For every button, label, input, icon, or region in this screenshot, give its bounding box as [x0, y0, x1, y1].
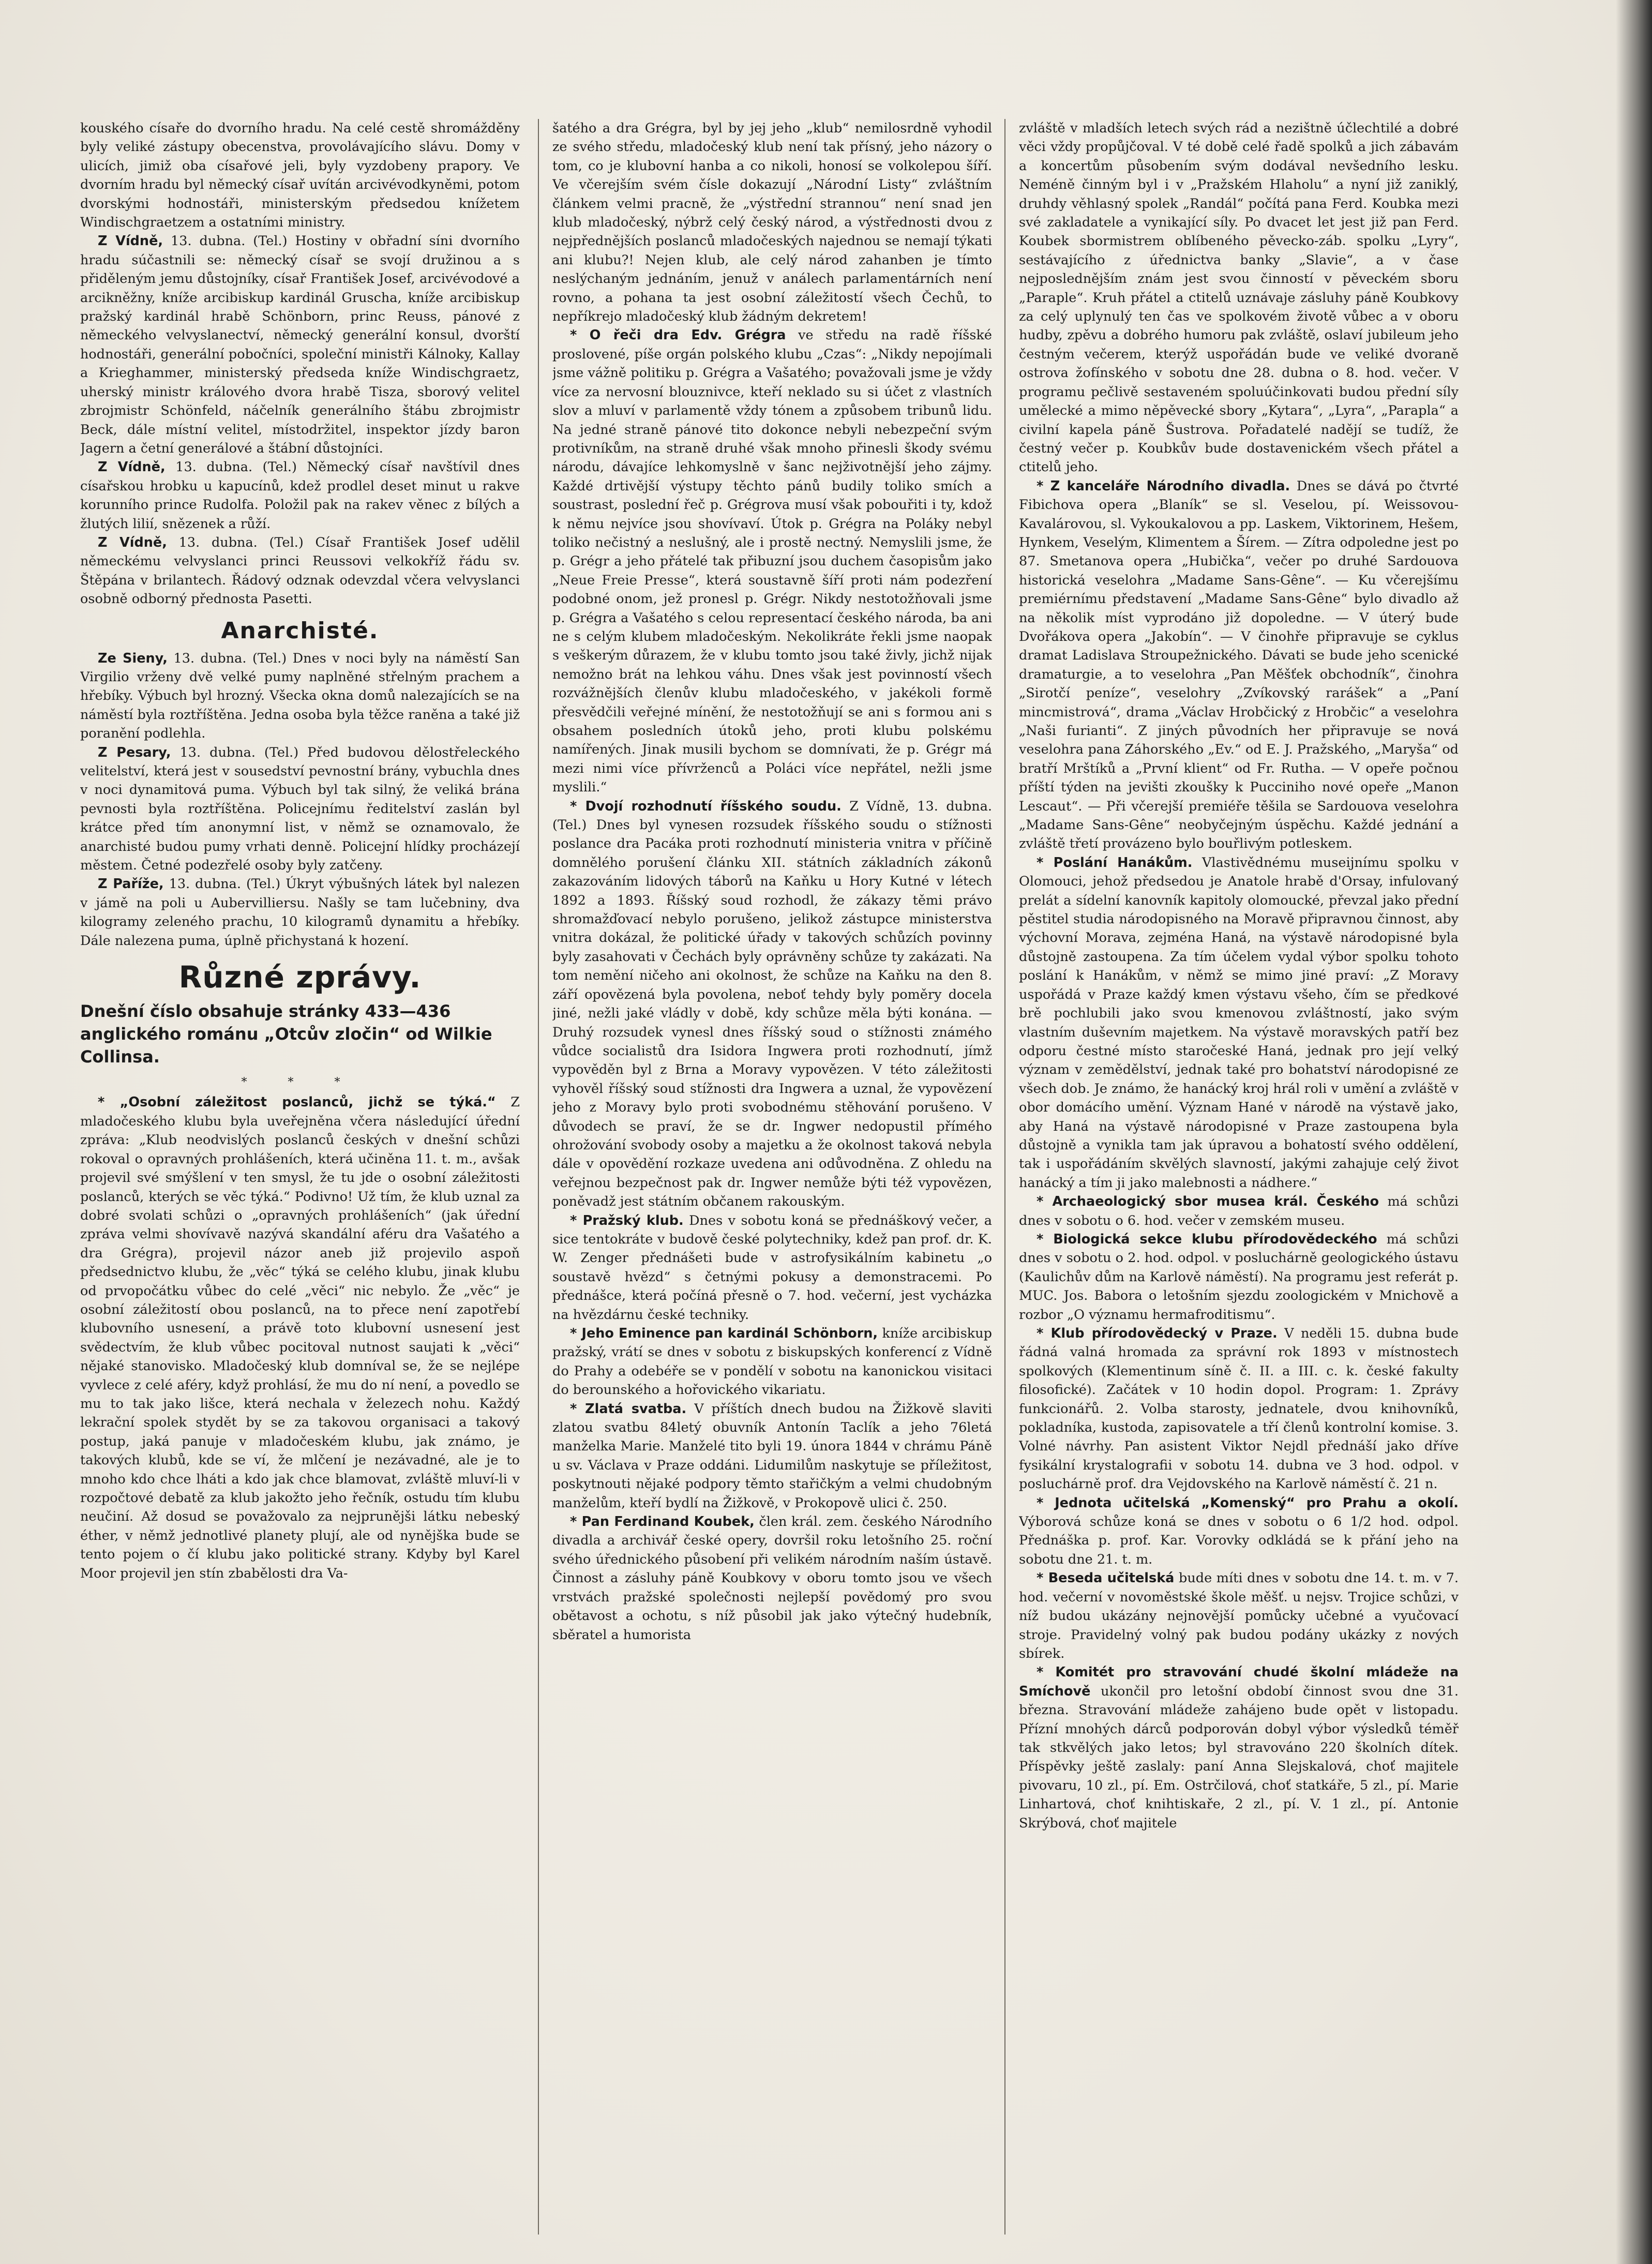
- article-paragraph: [552, 1512, 992, 1644]
- article-lead-title: * Zlatá svatba.: [570, 1401, 687, 1417]
- column-2: [552, 119, 992, 2229]
- article-lead-title: Ze Sieny,: [98, 650, 168, 666]
- article-paragraph: [1019, 1569, 1459, 1663]
- article-lead-title: Z Vídně,: [98, 233, 163, 249]
- article-lead-title: * Z kanceláře Národního divadla.: [1037, 478, 1290, 494]
- article-body: kníže arcibiskup pražský, vrátí se dnes v sobotu z biskupských konferencí z Vídně do Prahy a odebéře se v pondělí v sobotu na kanonickou visitaci do berounského a hořovického vikariatu.: [552, 1326, 992, 1398]
- article-body: V příštích dnech budou na Žižkově slaviti zlatou svatbu 84letý obuvník Antonín Taclík a jeho 76letá manželka Marie. Manželé tito byli 19. února 1844 v chrámu Páně u sv. Václava v Praze oddáni. Lidumilům naskytuje se příležitost, poskytnouti nějaké podpory těmto stařičkým a velmi chudobným manželům, kteří bydlí na Žižkově, v Prokopově ulici č. 250.: [552, 1401, 992, 1511]
- article-paragraph: [1019, 119, 1459, 477]
- section-divider-stars: * * *: [241, 1076, 359, 1089]
- column-rule: [1004, 119, 1005, 2235]
- article-paragraph: [552, 119, 992, 326]
- article-body: má schůzi dnes v sobotu o 2. hod. odpol. v posluchárně geologického ústavu (Kaulichův dům na Karlově náměstí). Na programu jest referát p. MUC. Jos. Babora o letošním sjezdu zoologickém v Mnichově a rozbor „O významu hermafroditismu“.: [1019, 1231, 1459, 1323]
- article-body: ve středu na radě říšské proslovené, píše orgán polského klubu „Czas“: „Nikdy nepojímali jsme vážně politiku p. Grégra a Vašatého; považovali jsme je vždy více za nervosní blouznivce, kteří neklado su si účet z vlastních slov a mluví v parlamentě vždy tónem a způsobem tribunů lidu. Na jedné straně pánové tito dokonce nebyli nebezpeční svým protivníkům, na straně druhé však mnoho přinesli škody svému národu, dávajíce lehkomyslně v šanc nejživotnější jeho zájmy. Každé drtivější výstupy těchto pánů budily toliko smích a soustrast, poslední řeč p. Grégrova musí však pobouřiti i ty, kdož k němu nejvíce jsou shovívaví. Útok p. Grégra na Poláky nebyl toliko nečistný a neslušný, ale i prostě nectný. Nemyslili jsme, že p. Grégr a jeho přátelé tak přibuzní jsou duchem časopisům jako „Neue Freie Presse“, která soustavně šíří proti nám podezření podobné onom, jež pronesl p. Grégr. Nikdy nestotožňovali jsme p. Grégra a Vašatého s celou representací českého národa, ba ani ne s celým klubem mladočeským. Nekolikráte řekli jsme naopak s veškerým důrazem, že v klubu tomto jsou také živly, jichž nijak nemožno brát na lehkou váhu. Dnes však jest povinností všech rozvážnějších členův klubu mladočeského, v jakékoli formě přesvědčili veřejné mínění, že nestotožňují se ani s formou ani s obsahem posledních útoků jeho, proti klubu polskému namířených. Jinak musili bychom se domnívati, že p. Grégr má mezi nimi více přívrženců a Poláci více nepřátel, nežli jsme myslili.“: [552, 327, 992, 796]
- article-paragraph: [1019, 1494, 1459, 1569]
- article-lead-title: * Jeho Eminence pan kardinál Schönborn,: [570, 1326, 878, 1341]
- article-paragraph: [552, 1211, 992, 1324]
- article-lead-title: * Archaeologický sbor musea král. Českého: [1037, 1194, 1379, 1210]
- article-paragraph: [80, 119, 520, 232]
- article-paragraph: [1019, 1663, 1459, 1833]
- article-body: Dnes se dává po čtvrté Fibichova opera „Blaník“ se sl. Veselou, pí. Weissovou-Kavalárovou, sl. Vykoukalovou a pp. Laskem, Viktorinem, Hešem, Hynkem, Veselým, Klimentem a Šírem. — Zítra odpoledne jest po 87. Smetanova opera „Hubička“, večer po druhé Sardouova historická veselohra „Madame Sans-Gêne“. — Ku včerejšímu premiérnímu představení „Madame Sans-Gêne“ bylo divadlo až na několik míst vyprodáno již dopoledne. — V úterý bude Dvořákova opera „Jakobín“. — V činohře připravuje se cyklus dramat Ladislava Stroupežnického. Dávati se bude jeho scenické dramaturgie, a to veselohra „Pan Měšťek obchodník“, činohra „Sirotčí peníze“, veselohry „Zvíkovský rarášek“ a „Paní mincmistrová“, drama „Václav Hrobčický z Hrobčic“ a veselohra „Naši furianti“. Z jiných původních her připravuje se nová veselohra pana Záhorského „Ev.“ od E. J. Pražského, „Maryša“ od bratří Mrštíků a „První klient“ od Fr. Rutha. — V opeře počnou příští týden na jevišti zkoušky k Pucciniho nové opeře „Manon Lescaut“. — Při včerejší premiéře těšila se Sardouova veselohra „Madame Sans-Gêne“ neobyčejným úspěchu. Každé jednání a zvláště třetí provázeno bylo bouřlivým potleskem.: [1019, 478, 1459, 852]
- article-lead-title: Z Vídně,: [98, 459, 166, 475]
- article-body: bude míti dnes v sobotu dne 14. t. m. v 7. hod. večerní v novoměstské škole měšť. u nejsv. Trojice schůzi, v níž budou ukázány nejnovější pomůcky učebné a vyučovací stroje. Pravidelný volný pak budou podány ukázky z nových sbírek.: [1019, 1570, 1459, 1661]
- article-lead-title: * Komitét pro stravování chudé školní mládeže na Smíchově: [1019, 1665, 1459, 1699]
- article-body: 13. dubna. (Tel.) Úkryt výbušných látek byl nalezen v jámě na poli u Aubervilliersu. Našly se tam lučebniny, dva kilogramy zeleného prachu, 10 kilogramů dynamitu a hřebíky. Dále nalezena puma, úplně přichystaná k hození.: [80, 876, 520, 949]
- article-body: 13. dubna. (Tel.) Před budovou dělostřeleckého velitelství, která jest v sousedství pevnostní brány, vybuchla dnes v noci dynamitová puma. Výbuch byl tak silný, že veliká brána pevnosti byla roztříštěna. Policejnímu ředitelství zaslán byl krátce před tím anonymní list, v němž se oznamovalo, že anarchisté budou pumy vrhati denně. Policejní hlídky procházejí městem. Četné podezřelé osoby byly zatčeny.: [80, 744, 520, 874]
- article-body: Výborová schůze koná se dnes v sobotu o 6 1/2 hod. odpol. Přednáška p. prof. Kar. Vorovky odkládá se k přání jeho na sobotu dne 21. t. m.: [1019, 1514, 1459, 1567]
- article-body: člen král. zem. českého Národního divadla a archivář české opery, dovršil roku letošního 25. roční svého úřednického působení při velikém národním naším ústavě. Činnost a zásluhy páně Koubkovy v oboru tomto jsou ve všech vrstvách pražské společnosti nejlepší povědomý pro svou obětavost a ochotu, s níž působil jak jako výtečný hudebník, sběratel a humorista: [552, 1514, 992, 1643]
- article-lead-title: * Pan Ferdinand Koubek,: [570, 1514, 755, 1530]
- section-heading: Různé zprávy.: [178, 959, 422, 995]
- column-rule: [538, 119, 539, 2235]
- article-paragraph: [80, 533, 520, 609]
- column-3: [1019, 119, 1459, 2229]
- article-paragraph: [80, 649, 520, 743]
- article-body: Z Vídně, 13. dubna. (Tel.) Dnes byl vynesen rozsudek říšského soudu o stížnosti poslance dra Pacáka proti rozhodnutí ministeria vnitra v příčině domnělého porušení článku XII. státních základních zákonů zakazováním lidových táborů na Kaňku u Hory Kutné v létech 1892 a 1893. Říšský soud rozhodl, že zákazy těmi právo shromažďovací nebylo porušeno, jelikož zástupce ministerstva vnitra dokázal, že politické úřady v takových schůzích povinny byly zasahovati v Čechách byly oprávněny schůze ty zakázati. Na tom nemění ničeho ani okolnost, že schůze na Kaňku na den 8. září opovězená byla povolena, neboť tehdy byly poměry docela jiné, nežli jaké vládly v době, kdy schůze měla býti konána. — Druhý rozsudek vynesl dnes říšský soud o stížnosti známého vůdce socialistů dra Isidora Ingwera proti rozhodnutí, jímž vypověděn byl z Brna a Moravy vypovězen. V této záležitosti vyhověl říšský soud stížnosti dra Ingwera a uznal, že vypovězení jeho z Moravy bylo proti svobodnému stěhování porušeno. V důvodech se praví, že se dr. Ingwer nedopustil přímého ohrožování svobody osoby a majetku a že okolnost taková nebyla dále v opovědění rozkaze uvedena ani odůvodněna. Z ohledu na veřejnou bezpečnost pak dr. Ingwer nemůže býti též vypovězen, poněvadž jest státním občanem rakouským.: [552, 798, 992, 1210]
- section-heading: Anarchisté.: [221, 617, 379, 644]
- article-lead-title: Z Paříže,: [98, 876, 164, 892]
- article-body: zvláště v mladších letech svých rád a nezištně účlechtilé a dobré věci vždy propůjčoval. V té době celé řadě spolků a jich zábavám a koncertům působením svým dodával nevšedního lesku. Neméně činným byl i v „Pražském Hlaholu“ a nyní již zaniklý, druhdy věhlasný spolek „Randál“ počítá pana Ferd. Koubka mezi své zakladatele a vynikající síly. Po dvacet let jest již pan Ferd. Koubek sbormistrem oblíbeného pěvecko-záb. spolku „Lyry“, sestávajícího z úřednictva banky „Slavie“, a v čase nejposlednějším znám jest svou činností v pěveckém sboru „Paraple“. Kruh přátel a ctitelů uznávaje zásluhy páně Koubkovy za celý uplynulý ten čas ve spolkovém životě vůbec a v oboru hudby, zpěvu a dobrého humoru pak zvláště, oslaví jubileum jeho čestným večerem, kterýž uspořádán bude ve veliké dvoraně ostrova žofínského v sobotu dne 28. dubna o 8. hod. večer. V programu pečlivě sestaveném spoluúčinkovati budou přední síly umělecké a mimo něpěvecké sbory „Kytara“, „Lyra“, „Parapla“ a civilní kapela páně Šustrova. Pořadatelé nadějí se tudíž, že čestný večer p. Koubkův bude dostavenickém všech přátel a ctitelů jeho.: [1019, 121, 1459, 475]
- article-lead-title: * Biologická sekce klubu přírodovědeckého: [1037, 1231, 1377, 1247]
- article-paragraph: [80, 458, 520, 533]
- article-body: 13. dubna. (Tel.) Císař František Josef udělil německému velvyslanci princi Reussovi velkokříž řádu sv. Štěpána v brilantech. Řádový odznak odevzdal včera velvyslanci osobně odborný přednosta Pasetti.: [80, 534, 520, 607]
- scan-edge-shadow: [1616, 0, 1652, 2264]
- article-lead-title: * Jednota učitelská „Komenský“ pro Prahu a okolí.: [1037, 1495, 1459, 1511]
- article-paragraph: [1019, 1192, 1459, 1230]
- article-lead-title: Z Pesary,: [98, 744, 171, 760]
- article-lead-title: * Dvojí rozhodnutí říšského soudu.: [570, 798, 842, 814]
- article-paragraph: [552, 797, 992, 1211]
- article-paragraph: [1019, 477, 1459, 853]
- article-body: Z mladočeského klubu byla uveřejněna včera následující úřední zpráva: „Klub neodvislých poslanců českých v dnešní schůzi rokoval o opravných prohlášeních, která učiněna 11. t. m., avšak projevil své smýšlení v ten smysl, že tu jde o osobní záležitosti poslanců, kterých se věc týká.“ Podivno! Už tím, že klub uznal za dobré svolati schůzi o „opravných prohlášeních“ (jak úřední zpráva velmi shovívavě nazývá skandální aféru dra Vašatého a dra Grégra), projevil názor aneb již projevilo aspoň předsednictvo klubu, že „věc“ týká se celého klubu, jinak klubu od prvopočátku vůbec do celé „věci“ nic nebylo. Že „věc“ je osobní záležitostí obou poslanců, na to přece není zapotřebí klubovního usnesení, a právě toto klubovní usnesení jest svědectvím, že klub vůbec pocitoval nutnost saujati k „věci“ nějaké stanovisko. Mladočeský klub domníval se, že se nejlépe vyvlece z celé aféry, když prohlásí, že mu do ní není, a povedlo se mu to tak jako lišce, která nechala v železech nohu. Každý lekrační spolek stydět by se za takovou organisaci a takový postup, jaká panuje v mladočeském klubu, jak známo, je takových klubů, kde se ví, že mlčení je nezávadné, ale je to mnoho kdo chce lháti a kdo jak chce blamovat, zvláště mluví-li v rozpočtové debatě za klub jakožto jeho řečník, ostudu tím klubu neučiní. Až dosud se považovalo za nejprunějši látku nebeský éther, v němž jednotlivé planety plují, ale od nynějška bude se tento pojem o čí klubu jako politické strany. Kdyby byl Karel Moor projevil jen stín zbabělosti dra Va-: [80, 1094, 520, 1581]
- article-body: Dnes v sobotu koná se přednáškový večer, a sice tentokráte v budově české polytechniky, kdež pan prof. dr. K. W. Zenger přednášeti bude v astrofysikálním kabinetu „o soustavě hvězd“ s četnými pokusy a demonstracemi. Po přednášce, která počíná přesně o 7. hod. večerní, jest vycházka na hvězdárnu české techniky.: [552, 1212, 992, 1323]
- article-paragraph: [552, 326, 992, 797]
- lead-notice: Dnešní číslo obsahuje stránky 433—436 anglického románu „Otcův zločin“ od Wilkie Collinsa.: [80, 1001, 492, 1067]
- article-body: šatého a dra Grégra, byl by jej jeho „klub“ nemilosrdně vyhodil ze svého středu, mladočeský klub není tak přísný, jeho názory o tom, co je klubovní hanba a co nikoli, honosí se volkolepou šíří. Ve včerejším svém čísle dokazují „Národní Listy“ zvláštním článkem velmi pracně, že „výstřední strannou“ není snad jen klub mladočeský, nýbrž celý český národ, a výstřednosti dvou z nejpřednějších poslanců mladočeských najednou se nemají týkati ani klubu?! Nejen klub, ale celý národ zahanben je tímto neslýchaným jednáním, jenuž v análech parlamentárních není rovno, a pohana ta jest osobní záležitostí všech Čechů, to nepříkrejo mladočeský klub žádným dekretem!: [552, 121, 992, 325]
- article-lead-title: * Beseda učitelská: [1037, 1570, 1175, 1586]
- article-paragraph: [80, 875, 520, 950]
- article-body: kouského císaře do dvorního hradu. Na celé cestě shromážděny byly veliké zástupy obecenstva, provolávajícího slávu. Domy v ulicích, jimiž oba císařové jeli, byly vyzdobeny prapory. Ve dvorním hradu byl německý císař uvítán arcivévodkyněmi, potom dvorskými hodnostáři, ministerským předsedou knížetem Windischgraetzem a ostatními ministry.: [80, 121, 520, 231]
- article-body: V neděli 15. dubna bude řádná valná hromada za správní rok 1893 v místnostech spolkových (Klementinum síně č. II. a III. c. k. české fakulty filosofické). Začátek v 10 hodin dopol. Program: 1. Zprávy funkcionářů. 2. Volba starosty, jednatele, dvou knihovníků, pokladníka, kustoda, zapisovatele a tří členů kontrolní komise. 3. Volné návrhy. Pan asistent Viktor Nejdl přednáší jako dříve fysikální krystalografii v sobotu 14. dubna ve 3 hod. odpol. v posluchárně prof. dra Vejdovského na Karlově náměstí č. 21 n.: [1019, 1326, 1459, 1492]
- article-body: 13. dubna. (Tel.) Německý císař navštívil dnes císařskou hrobku u kapucínů, kdež prodlel deset minut u rakve korunního prince Rudolfa. Položil pak na rakev věnec z bílých a žlutých lilií, snězenek a růží.: [80, 459, 520, 532]
- article-lead-title: Z Vídně,: [98, 534, 167, 550]
- article-paragraph: [1019, 1324, 1459, 1494]
- article-paragraph: [80, 232, 520, 458]
- article-body: má schůzi dnes v sobotu o 6. hod. večer v zemském museu.: [1019, 1194, 1459, 1228]
- article-paragraph: [1019, 853, 1459, 1192]
- column-1: [80, 119, 520, 2229]
- article-lead-title: * O řeči dra Edv. Grégra: [570, 327, 786, 343]
- article-paragraph: [80, 1093, 520, 1583]
- article-body: Vlastivědnému museijnímu spolku v Olomouci, jehož předsedou je Anatole hrabě d'Orsay, infulovaný prelát a sídelní kanovník kapitoly olomoucké, převzal jako přední pěstitel studia národopisného na Moravě připravnou činnost, aby výchovní Morava, zejména Haná, na výstavě národopisné byla důstojně zastoupena. Za tím účelem vydal výbor spolku tohoto poslání k Hanákům, v němž se mimo jiné praví: „Z Moravy uspořádá v Praze každý kmen výstavu všeho, čím se předkové brě pochlubili jako svou kmenovou zvláštností, jako svým vlastním duševním majetkem. Na výstavě moravských patří bez odporu čestné místo staročeské Haná, jednak pro její velký význam v zemědělství, jednak také pro bohatství národopisné ze všech dob. Je známo, že hanácký kroj hrál roli v umění a zvláště v obor domácího umění. Význam Hané v národě na výstavě jako, aby Haná na výstavě národopisné v Praze zastoupena byla důstojně a vynikla tam jak úpravou a bohatostí svého oddělení, tak i uspořádáním skvělých slavností, jakými zahajuje celý život hanácký a tím ji jako malebnosti a nádhere.“: [1019, 854, 1459, 1191]
- article-body: ukončil pro letošní období činnost svou dne 31. března. Stravování mládeže zahájeno bude opět v listopadu. Přízní mnohých dárců podporován dobyl výbor výsledků téměř tak stkvělých jako letos; byl stravováno 220 školních dítek. Příspěvky ještě zaslaly: paní Anna Slejskalová, choť majitele pivovaru, 10 zl., pí. Em. Ostrčilová, choť statkáře, 5 zl., pí. Marie Linhartová, choť knihtiskaře, 2 zl., pí. V. 1 zl., pí. Antonie Skrýbová, choť majitele: [1019, 1683, 1459, 1831]
- article-lead-title: * Pražský klub.: [570, 1212, 684, 1228]
- article-lead-title: * „Osobní záležitost poslanců, jichž se týká.“: [98, 1094, 496, 1111]
- article-lead-title: * Poslání Hanákům.: [1037, 854, 1193, 871]
- article-body: 13. dubna. (Tel.) Hostiny v obřadní síni dvorního hradu súčastnili se: německý císař se svojí družinou a s přiděleným jemu důstojníky, císař František Josef, arcivévodové a arcikněžny, kníže arcibiskup kardinál Gruscha, kníže arcibiskup pražský kardinál hrabě Schönborn, princ Reuss, pánové z německého velvyslanectví, německý generální konsul, dvorští hodnostáři, generální pobočníci, společní ministři Kálnoky, Kallay a Krieghammer, ministerský předseda kníže Windischgraetz, uherský ministr králového dvora hrabě Tisza, sborový velitel zbrojmistr Schönfeld, náčelník generálního štábu zbrojmistr Beck, dále místní velitel, místodržitel, inspektor jízdy baron Jagern a četní generálové a štábní důstojníci.: [80, 233, 520, 456]
- article-paragraph: [1019, 1230, 1459, 1324]
- article-body: 13. dubna. (Tel.) Dnes v noci byly na náměstí San Virgilio vrženy dvě velké pumy naplněné střelným prachem a hřebíky. Výbuch byl hrozný. Všecka okna domů nalezajících se na náměstí byla roztříštěna. Jedna osoba byla těžce raněna a také již poranění podlehla.: [80, 650, 520, 742]
- article-paragraph: [552, 1400, 992, 1512]
- article-paragraph: [552, 1324, 992, 1400]
- article-paragraph: [80, 743, 520, 875]
- article-lead-title: * Klub přírodovědecký v Praze.: [1037, 1326, 1278, 1341]
